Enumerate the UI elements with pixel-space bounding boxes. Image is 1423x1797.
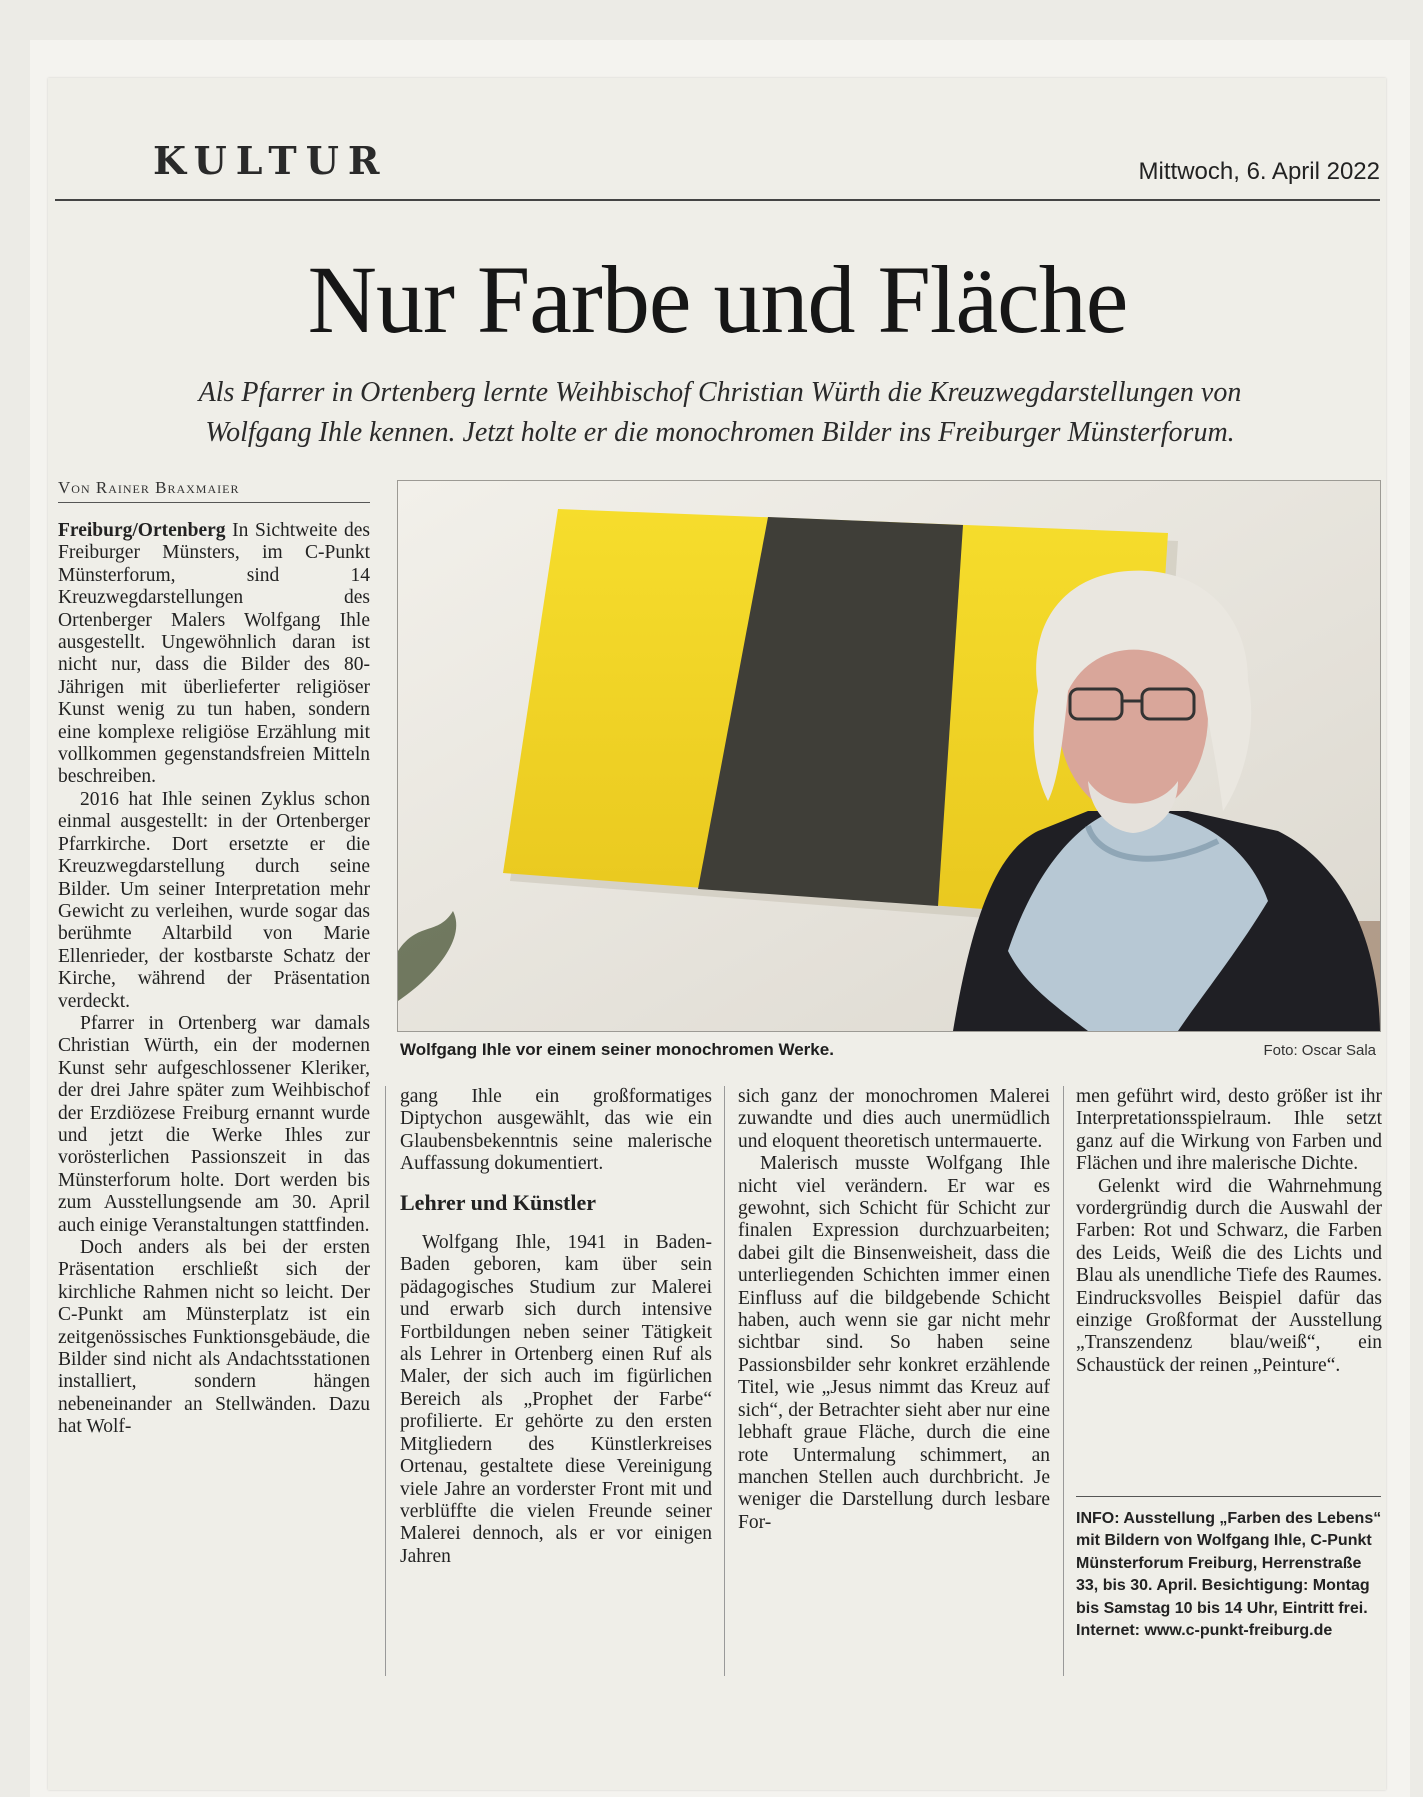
col1-paragraph-1: In Sichtweite des Freiburger Münsters, im C-Punkt Münsterforum, sind 14 Kreuzwegdarstellungen des Ortenberger Malers Wolfgang Ihle ausgestellt. Ungewöhnlich daran ist nicht nur, dass die Bilder des 80-Jährigen mit überlieferter religiöser Kunst wenig zu tun haben, sondern eine komplexe religiöse Erzählung mit vollkommen gegenstandsfreien Mitteln beschreiben. xyxy=(58,520,370,788)
col3-paragraph-2: Malerisch musste Wolfgang Ihle nicht viel verändern. Er war es gewohnt, sich Schicht für Schicht zur finalen Expression durchzuarbeiten; dabei gilt die Binsenweisheit, dass die unterliegenden Schichten immer einen Einfluss auf die bildgebende Schicht haben, auch wenn sie gar nicht mehr sichtbar sind. So haben seine Passionsbilder sehr konkret erzählende Titel, wie „Jesus nimmt das Kreuz auf sich“, der Betrachter sieht aber nur eine lebhaft graue Fläche, durch die eine rote Untermalung schimmert, an manchen Stellen auch durchbricht. Je weniger die Darstellung durch lesbare For- xyxy=(738,1153,1050,1533)
subhead-line-1: Als Pfarrer in Ortenberg lernte Weihbischof Christian Würth die Kreuzwegdarstellungen von xyxy=(198,377,1242,408)
info-box: INFO: Ausstellung „Farben des Lebens“ mit Bildern von Wolfgang Ihle, C-Punkt Münsterforum Freiburg, Herrenstraße 33, bis 30. April. Besichtigung: Montag bis Samstag 10 bis 14 Uhr, Eintritt frei. Internet: www.c-punkt-freiburg.de xyxy=(1076,1510,1382,1640)
info-rule xyxy=(1076,1496,1381,1497)
column-divider xyxy=(724,1086,725,1676)
column-1 xyxy=(58,520,370,1439)
column-2 xyxy=(400,1086,712,1568)
subheading: Lehrer und Künstler xyxy=(400,1189,596,1215)
article-photo xyxy=(397,480,1381,1032)
photo-credit: Foto: Oscar Sala xyxy=(1263,1042,1376,1059)
column-3 xyxy=(738,1086,1050,1534)
header-rule xyxy=(55,199,1380,201)
col1-paragraph-3: Pfarrer in Ortenberg war damals Christian Würth, ein der modernen Kunst sehr aufgeschlossener Kleriker, der drei Jahre später zum Weihbischof der Erzdiözese Freiburg ernannt wurde und jetzt die Werke Ihles zur vorösterlichen Passionszeit in das Münsterforum holte. Dort werden bis zum Ausstellungsende am 30. April auch einige Veranstaltungen stattfinden. xyxy=(58,1012,370,1236)
column-4 xyxy=(1076,1086,1382,1377)
subhead-line-2: Wolfgang Ihle kennen. Jetzt holte er die monochromen Bilder ins Freiburger Münsterforum. xyxy=(205,417,1235,448)
column-divider xyxy=(385,1086,386,1676)
photo-caption: Wolfgang Ihle vor einem seiner monochromen Werke. xyxy=(400,1040,834,1059)
byline: Von Rainer Braxmaier xyxy=(58,478,240,497)
col4-paragraph-2: Gelenkt wird die Wahrnehmung vordergründig durch die Auswahl der Farben: Rot und Schwarz, die Farben des Leids, Weiß die des Lichts und Blau als unendliche Tiefe des Raumes. Eindrucksvolles Beispiel dafür das einzige Großformat der Ausstellung „Transzendenz blau/weiß“, ein Schaustück der reinen „Peinture“. xyxy=(1076,1175,1382,1376)
issue-date: Mittwoch, 6. April 2022 xyxy=(1138,158,1380,185)
col4-paragraph-1: men geführt wird, desto größer ist ihr Interpretationsspielraum. Ihle setzt ganz auf die Wirkung von Farben und Flächen und ihre malerische Dichte. xyxy=(1076,1086,1382,1175)
col2-paragraph-2: Wolfgang Ihle, 1941 in Baden-Baden geboren, kam über sein pädagogisches Studium zur Malerei und erwarb sich durch intensive Fortbildungen neben seiner Tätigkeit als Lehrer in Ortenberg einen Ruf als Maler, der sich auch im figürlichen Bereich als „Prophet der Farbe“ profilierte. Er gehörte zu den ersten Mitgliedern des Künstlerkreises Ortenau, gestaltete diese Vereinigung viele Jahre an vorderster Front mit und verblüffte die vielen Freunde seiner Malerei dennoch, als er vor einigen Jahren xyxy=(400,1232,712,1567)
byline-rule xyxy=(58,502,370,503)
photo-illustration xyxy=(398,481,1380,1031)
col1-paragraph-4: Doch anders als bei der ersten Präsentation erschließt sich der kirchliche Rahmen nicht so leicht. Der C-Punkt am Münsterplatz ist ein zeitgenössisches Funktionsgebäude, die Bilder sind nicht als Andachtsstationen installiert, sondern hängen nebeneinander an Stellwänden. Dazu hat Wolf- xyxy=(58,1237,370,1438)
headline: Nur Farbe und Fläche xyxy=(307,246,1128,353)
dateline: Freiburg/Ortenberg xyxy=(58,520,226,541)
section-title: KULTUR xyxy=(153,138,389,183)
col1-paragraph-2: 2016 hat Ihle seinen Zyklus schon einmal ausgestellt: in der Ortenberger Pfarrkirche. Dort ersetzte er die Kreuzwegdarstellung durch seine Bilder. Um seiner Interpretation mehr Gewicht zu verleihen, wurde sogar das berühmte Altarbild von Marie Ellenrieder, der kostbarste Schatz der Kirche, während der Präsentation verdeckt. xyxy=(58,788,370,1012)
subheadline xyxy=(70,373,1370,453)
col2-paragraph-1: gang Ihle ein großformatiges Diptychon ausgewählt, das wie ein Glaubensbekenntnis seine malerische Auffassung dokumentiert. xyxy=(400,1086,712,1175)
col3-paragraph-1: sich ganz der monochromen Malerei zuwandte und dies auch unermüdlich und eloquent theoretisch untermauerte. xyxy=(738,1086,1050,1152)
column-divider xyxy=(1063,1086,1064,1676)
